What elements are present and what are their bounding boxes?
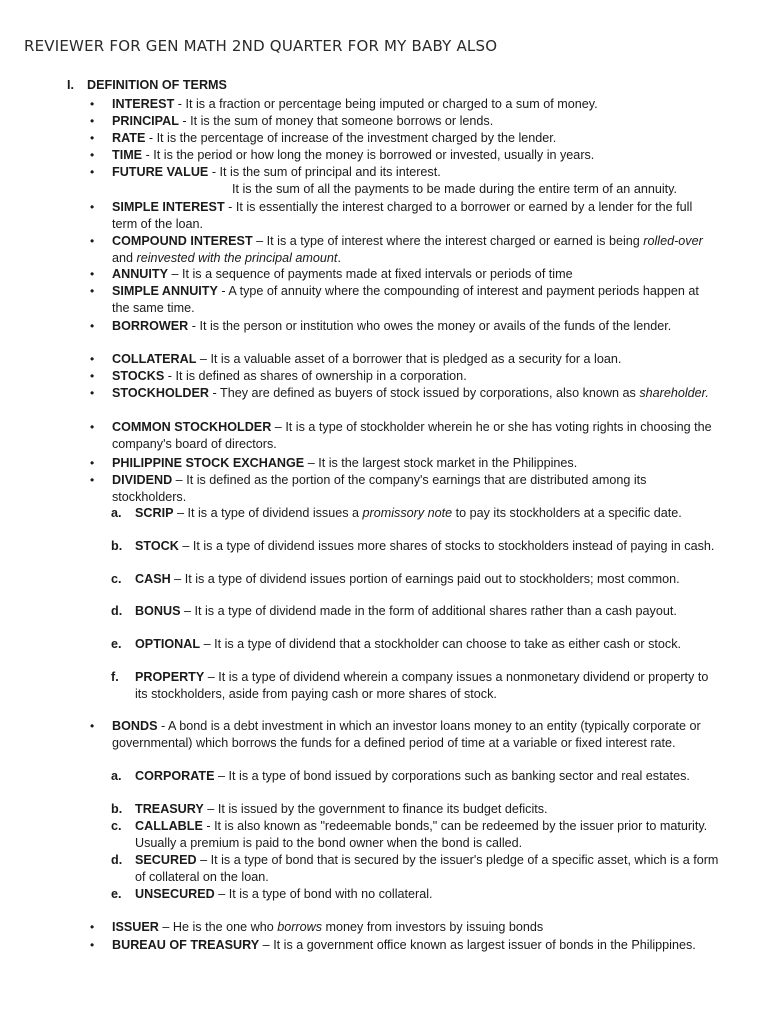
definition: It is the sum of principal and its interest. (219, 165, 441, 179)
term: TIME (112, 148, 143, 162)
bullet-icon: • (90, 234, 95, 248)
bullet-icon: • (90, 97, 95, 111)
definition: It is the sum of money that someone borrows or lends. (190, 114, 494, 128)
bullet-icon: • (90, 938, 95, 952)
definition: It is the largest stock market in the Philippines. (318, 456, 578, 470)
definition: A type of annuity where the compounding of interest and payment periods happen at the same time. (112, 284, 699, 315)
term: COLLATERAL (112, 352, 197, 366)
definition: It is a government office known as largest issuer of bonds in the Philippines. (273, 938, 696, 952)
sub-item: d. SECURED – It is a type of bond that is secured by the issuer's pledge of a specific asset, which is a form of collateral on the loan. (111, 853, 719, 884)
list-item: • INTEREST - It is a fraction or percentage being imputed or charged to a sum of money. (90, 97, 598, 111)
term: DIVIDEND (112, 473, 173, 487)
list-item: • PRINCIPAL - It is the sum of money that someone borrows or lends. (90, 114, 494, 128)
term: COMMON STOCKHOLDER (112, 420, 272, 434)
list-item: • FUTURE VALUE - It is the sum of principal and its interest. (90, 165, 441, 179)
definition: A bond is a debt investment in which an investor loans money to an entity (typically corporate or governmental) which borrows the funds for a defined period of time at a variable or fixed interest rate. (112, 719, 701, 750)
bullet-icon: • (90, 284, 95, 298)
sub-item: d. BONUS – It is a type of dividend made in the form of additional shares rather than a cash payout. (111, 604, 677, 618)
sub-item: e. UNSECURED – It is a type of bond with no collateral. (111, 887, 433, 901)
definition: It is defined as shares of ownership in a corporation. (175, 369, 467, 383)
future-value-extra: It is the sum of all the payments to be made during the entire term of an annuity. (232, 182, 677, 196)
term: COMPOUND INTEREST (112, 234, 253, 248)
term: STOCKS (112, 369, 165, 383)
list-item: • SIMPLE ANNUITY - A type of annuity where the compounding of interest and payment periods happen at the same time. (90, 284, 699, 315)
definition: It is a type of stockholder wherein he or she has voting rights in choosing the company's board of directors. (112, 420, 712, 451)
list-item: • BONDS - A bond is a debt investment in which an investor loans money to an entity (typically corporate or governmental) which borrows the funds for a defined period of time at a variable or fixed interest rate. (90, 719, 701, 750)
definition: It is a valuable asset of a borrower that is pledged as a security for a loan. (210, 352, 622, 366)
bullet-icon: • (90, 386, 95, 400)
bullet-icon: • (90, 920, 95, 934)
bullet-icon: • (90, 473, 95, 487)
section-title: DEFINITION OF TERMS (87, 78, 227, 92)
list-item: • PHILIPPINE STOCK EXCHANGE – It is the largest stock market in the Philippines. (90, 456, 578, 470)
term: RATE (112, 131, 146, 145)
definition: It is defined as the portion of the company's earnings that are distributed among its stockholders. (112, 473, 647, 504)
bullet-icon: • (90, 456, 95, 470)
bullet-icon: • (90, 319, 95, 333)
definition: It is essentially the interest charged to a borrower or earned by a lender for the full term of the loan. (112, 200, 693, 231)
bullet-icon: • (90, 148, 95, 162)
definition: It is the period or how long the money is borrowed or invested, usually in years. (153, 148, 595, 162)
sub-item: c. CALLABLE - It is also known as "redeemable bonds," can be redeemed by the issuer prior to maturity. Usually a premium is paid to the bond owner when the bond is called. (111, 819, 708, 850)
document-title: REVIEWER FOR GEN MATH 2ND QUARTER FOR MY BABY ALSO (24, 37, 498, 55)
definition: He is the one who (172, 920, 278, 934)
sub-item: e. OPTIONAL – It is a type of dividend that a stockholder can choose to take as either cash or stock. (111, 637, 682, 651)
section-number: I. (67, 78, 74, 92)
list-item: • TIME - It is the period or how long the money is borrowed or invested, usually in years. (90, 148, 595, 162)
term: INTEREST (112, 97, 175, 111)
list-item: • BUREAU OF TREASURY – It is a government office known as largest issuer of bonds in the Philippines. (90, 938, 696, 952)
term: BORROWER (112, 319, 189, 333)
list-item: • STOCKHOLDER - They are defined as buyers of stock issued by corporations, also known as shareholder. (90, 386, 709, 400)
term: BUREAU OF TREASURY (112, 938, 260, 952)
bullet-icon: • (90, 719, 95, 733)
definition: It is a sequence of payments made at fixed intervals or periods of time (182, 267, 573, 281)
list-item: • ANNUITY – It is a sequence of payments made at fixed intervals or periods of time (90, 267, 573, 281)
list-item: • COMPOUND INTEREST – It is a type of interest where the interest charged or earned is being rolled-over and reinvested with the principal amount. (90, 234, 703, 265)
term: SIMPLE INTEREST (112, 200, 225, 214)
list-item: • COMMON STOCKHOLDER – It is a type of stockholder wherein he or she has voting rights in choosing the company's board of directors. (90, 420, 712, 451)
definition: It is the person or institution who owes the money or avails of the funds of the lender. (199, 319, 672, 333)
list-item: • ISSUER – He is the one who borrows money from investors by issuing bonds (90, 920, 544, 934)
definition: They are defined as buyers of stock issued by corporations, also known as (220, 386, 640, 400)
bullet-icon: • (90, 114, 95, 128)
term: PRINCIPAL (112, 114, 179, 128)
sub-item: f. PROPERTY – It is a type of dividend wherein a company issues a nonmonetary dividend or property to its stockholders, aside from paying cash or more shares of stock. (111, 670, 709, 701)
term: PHILIPPINE STOCK EXCHANGE (112, 456, 305, 470)
list-item: • DIVIDEND – It is defined as the portion of the company's earnings that are distributed among its stockholders. (90, 473, 647, 504)
term: ANNUITY (112, 267, 168, 281)
term: FUTURE VALUE (112, 165, 209, 179)
bullet-icon: • (90, 200, 95, 214)
sub-item: a. CORPORATE – It is a type of bond issued by corporations such as banking sector and real estates. (111, 769, 690, 783)
term: ISSUER (112, 920, 159, 934)
bullet-icon: • (90, 420, 95, 434)
definition: It is a type of interest where the interest charged or earned is being (266, 234, 644, 248)
sub-item: a. SCRIP – It is a type of dividend issues a promissory note to pay its stockholders at a specific date. (111, 506, 682, 520)
term: BONDS (112, 719, 158, 733)
bullet-icon: • (90, 131, 95, 145)
definition: It is a fraction or percentage being imputed or charged to a sum of money. (185, 97, 598, 111)
section-heading (67, 78, 227, 92)
list-item: • COLLATERAL – It is a valuable asset of a borrower that is pledged as a security for a loan. (90, 352, 622, 366)
bullet-icon: • (90, 165, 95, 179)
sub-item: b. TREASURY – It is issued by the government to finance its budget deficits. (111, 802, 548, 816)
bullet-icon: • (90, 369, 95, 383)
list-item: • BORROWER - It is the person or institution who owes the money or avails of the funds of the lender. (90, 319, 672, 333)
bullet-icon: • (90, 267, 95, 281)
sub-item: c. CASH – It is a type of dividend issues portion of earnings paid out to stockholders; most common. (111, 572, 680, 586)
list-item: • RATE - It is the percentage of increase of the investment charged by the lender. (90, 131, 557, 145)
bullet-icon: • (90, 352, 95, 366)
list-item: • SIMPLE INTEREST - It is essentially the interest charged to a borrower or earned by a lender for the full term of the loan. (90, 200, 693, 231)
list-item: • STOCKS - It is defined as shares of ownership in a corporation. (90, 369, 467, 383)
definition: It is the percentage of increase of the investment charged by the lender. (156, 131, 557, 145)
term: SIMPLE ANNUITY (112, 284, 218, 298)
term: STOCKHOLDER (112, 386, 210, 400)
sub-item: b. STOCK – It is a type of dividend issues more shares of stocks to stockholders instead of paying in cash. (111, 539, 715, 553)
